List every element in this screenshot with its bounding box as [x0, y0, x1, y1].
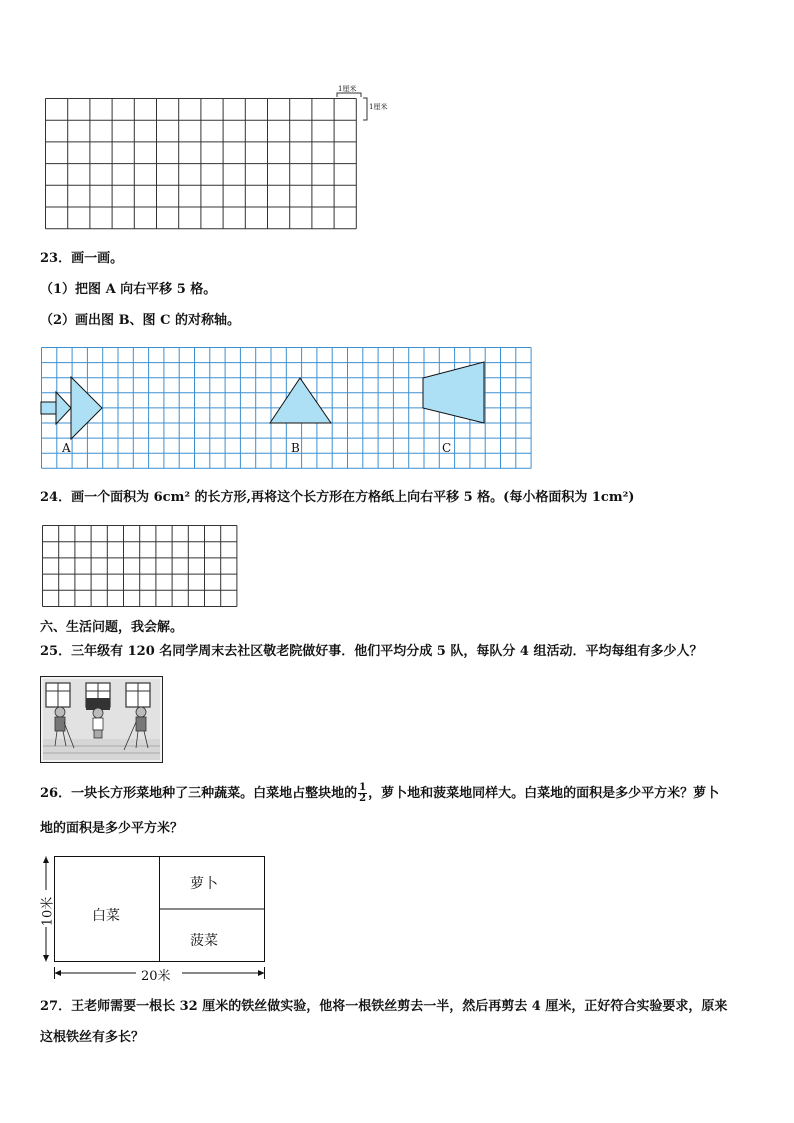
- q23-part2: （2）画出图 B、图 C 的对称轴。: [40, 313, 240, 328]
- label-a: A: [62, 441, 71, 455]
- unit-label-horizontal: 1厘米: [338, 85, 357, 93]
- section6-title: 六、生活问题，我会解。: [40, 620, 184, 635]
- fraction-one-half: [358, 783, 367, 804]
- q26-line2: 地的面积是多少平方米？: [40, 821, 184, 836]
- label-spinach: 菠菜: [190, 933, 218, 949]
- q25-illustration: [40, 676, 164, 764]
- q23-part1: （1）把图 A 向右平移 5 格。: [40, 282, 217, 297]
- fraction-denominator: 2: [359, 793, 367, 804]
- q27-line1: 27．王老师需要一根长 32 厘米的铁丝做实验，他将一根铁丝剪去一半，然后再剪去 4 厘米，正好符合实验要求，原来: [40, 999, 728, 1014]
- fraction-numerator: 1: [359, 782, 367, 793]
- label-cabbage: 白菜: [92, 908, 120, 924]
- label-height: 10米: [40, 896, 56, 927]
- q25-text: 25．三年级有 120 名同学周末去社区敬老院做好事．他们平均分成 5 队，每队分 4 组活动．平均每组有多少人？: [40, 644, 703, 659]
- unit-label-vertical: 1厘米: [369, 103, 388, 111]
- label-b: B: [291, 441, 300, 455]
- q27-line2: 这根铁丝有多长？: [40, 1030, 145, 1045]
- figure-b: [270, 378, 331, 423]
- label-radish: 萝卜: [190, 876, 218, 892]
- q23-title: 23．画一画。: [40, 251, 124, 266]
- top-grid: [45, 98, 365, 230]
- label-c: C: [442, 441, 452, 455]
- q24-text: 24．画一个面积为 6cm² 的长方形,再将这个长方形在方格纸上向右平移 5 格。(每小格面积为 1cm²): [40, 490, 635, 505]
- q24-grid: [42, 525, 242, 607]
- q26-line1: [40, 783, 719, 804]
- q23-blue-grid: [41, 347, 531, 469]
- q26-line1-b: ，萝卜地和菠菜地同样大。白菜地的面积是多少平方米？萝卜: [368, 786, 720, 801]
- figure-c: [423, 362, 484, 423]
- label-width: 20米: [141, 969, 171, 984]
- q26-line1-a: 26．一块长方形菜地种了三种蔬菜。白菜地占整块地的: [40, 786, 358, 801]
- figure-a: [41, 377, 102, 439]
